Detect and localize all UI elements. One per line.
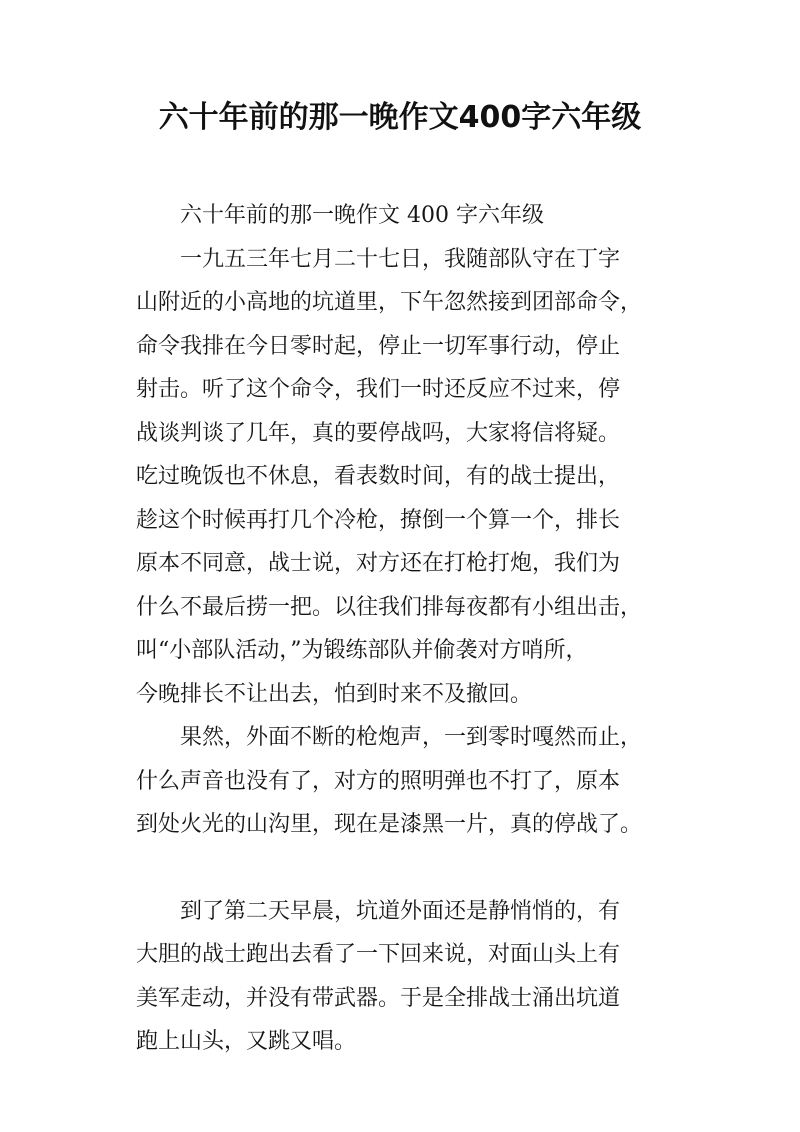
document-title: 六十年前的那一晚作文400字六年级 (158, 100, 642, 135)
body-paragraph-2: 果然，外面不断的枪炮声，一到零时嘎然而止， 什么声音也没有了，对方的照明弹也不打了，原本 到处火光的山沟里，现在是漆黑一片，真的停战了。 (136, 725, 643, 837)
document-body (136, 194, 676, 1064)
body-paragraph-1: 一九五三年七月二十七日，我随部队守在丁字 山附近的小高地的坑道里，下午忽然接到团部命令， 命令我排在今日零时起，停止一切军事行动，停止 射击。听了这个命令，我们一时还反应不过来，停 战谈判谈了几年，真的要停战吗，大家将信将疑。 吃过晚饭也不休息，看表数时间，有的战士提出， 趁这个时候再打几个冷枪，撩倒一个算一个，排长 原本不同意，战士说，对方还在打枪打炮，我们为 什么不最后捞一把。以往我们排每夜都有小组出击， 叫“小部队活动，”为锻练部队并偷袭对方哨所， 今晚排长不让出去，怕到时来不及撤回。 (136, 246, 643, 707)
body-paragraph-3: 到了第二天早晨，坑道外面还是静悄悄的，有 大胆的战士跑出去看了一下回来说，对面山头上有 美军走动，并没有带武器。于是全排战士涌出坑道 跑上山头，又跳又唱。 (136, 898, 621, 1054)
subtitle-paragraph: 六十年前的那一晚作文 400 字六年级 (180, 203, 544, 228)
